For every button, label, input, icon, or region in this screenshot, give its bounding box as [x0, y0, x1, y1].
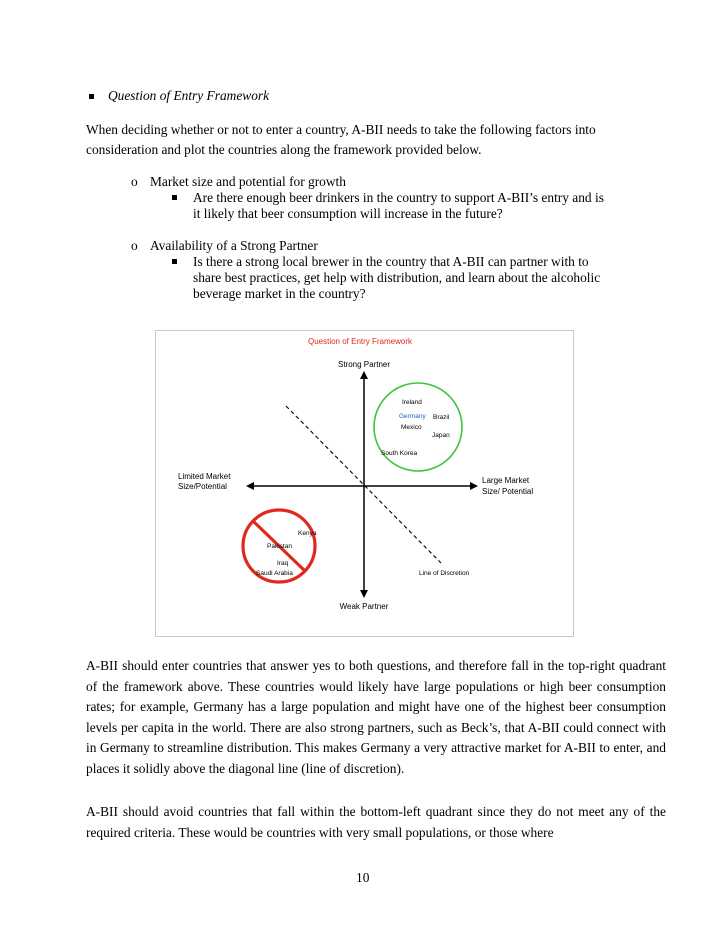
- list-bullet-2: o: [131, 238, 138, 253]
- label-large-market-2: Size/ Potential: [482, 487, 534, 496]
- country-saudi-arabia: Saudi Arabia: [256, 570, 293, 577]
- country-iraq: Iraq: [277, 560, 289, 567]
- list-item-1-sub-line-1: Are there enough beer drinkers in the country to support A-BII’s entry and is: [193, 190, 604, 205]
- intro-line-2: consideration and plot the countries along the framework provided below.: [86, 142, 482, 157]
- body-paragraph-1: [86, 656, 666, 779]
- list-item-2-sub-line-1: Is there a strong local brewer in the country that A-BII can partner with to: [193, 254, 589, 269]
- figure-title: Question of Entry Framework: [307, 337, 413, 346]
- framework-diagram: [156, 331, 573, 636]
- country-japan: Japan: [432, 432, 450, 439]
- label-weak-partner: Weak Partner: [339, 602, 389, 611]
- country-brazil: Brazil: [433, 414, 450, 421]
- body-paragraph-2-text: A-BII should avoid countries that fall within the bottom-left quadrant since they do not meet any of the required criteria. These would be countries with very small populations, or those where: [86, 804, 666, 840]
- label-line-of-discretion: Line of Discretion: [419, 570, 470, 577]
- country-germany: Germany: [399, 413, 426, 420]
- heading-bullet: [89, 94, 94, 99]
- list-bullet-1: o: [131, 174, 138, 189]
- list-item-2-sub-line-2: share best practices, get help with distribution, and learn about the alcoholic: [193, 270, 601, 285]
- body-paragraph-2: [86, 802, 666, 843]
- sub-bullet-1: [172, 195, 177, 200]
- intro-line-1: When deciding whether or not to enter a country, A-BII needs to take the following factors into: [86, 122, 596, 137]
- page-number: 10: [356, 870, 370, 885]
- list-item-1-sub-line-2: it likely that beer consumption will increase in the future?: [193, 206, 503, 221]
- country-ireland: Ireland: [402, 399, 422, 406]
- list-item-2-sub-line-3: beverage market in the country?: [193, 286, 366, 301]
- country-south-korea: South Korea: [381, 450, 418, 457]
- list-item-1-label: Market size and potential for growth: [150, 174, 346, 189]
- label-limited-market-2: Size/Potential: [178, 482, 227, 491]
- entry-framework-figure: [155, 330, 574, 637]
- body-paragraph-1-text: A-BII should enter countries that answer yes to both questions, and therefore fall in the top-right quadrant of the framework above. These countries would likely have large populations or high beer consumption rates; for example, Germany has a large population and might have one of the highest beer consumption levels per capita in the world. There are also strong partners, such as Beck’s, that A-BII could connect with in Germany to streamline distribution. This makes Germany a very attractive market for A-BII to enter, and places it solidly above the diagonal line (line of discretion).: [86, 658, 666, 776]
- country-pakistan: Pakistan: [267, 543, 292, 550]
- list-item-2-label: Availability of a Strong Partner: [150, 238, 318, 253]
- country-mexico: Mexico: [401, 424, 422, 431]
- sub-bullet-2: [172, 259, 177, 264]
- country-kenya: Kenya: [298, 530, 317, 537]
- label-strong-partner: Strong Partner: [337, 360, 391, 369]
- label-limited-market-1: Limited Market: [178, 472, 231, 481]
- section-heading: Question of Entry Framework: [108, 88, 270, 103]
- label-large-market-1: Large Market: [482, 476, 530, 485]
